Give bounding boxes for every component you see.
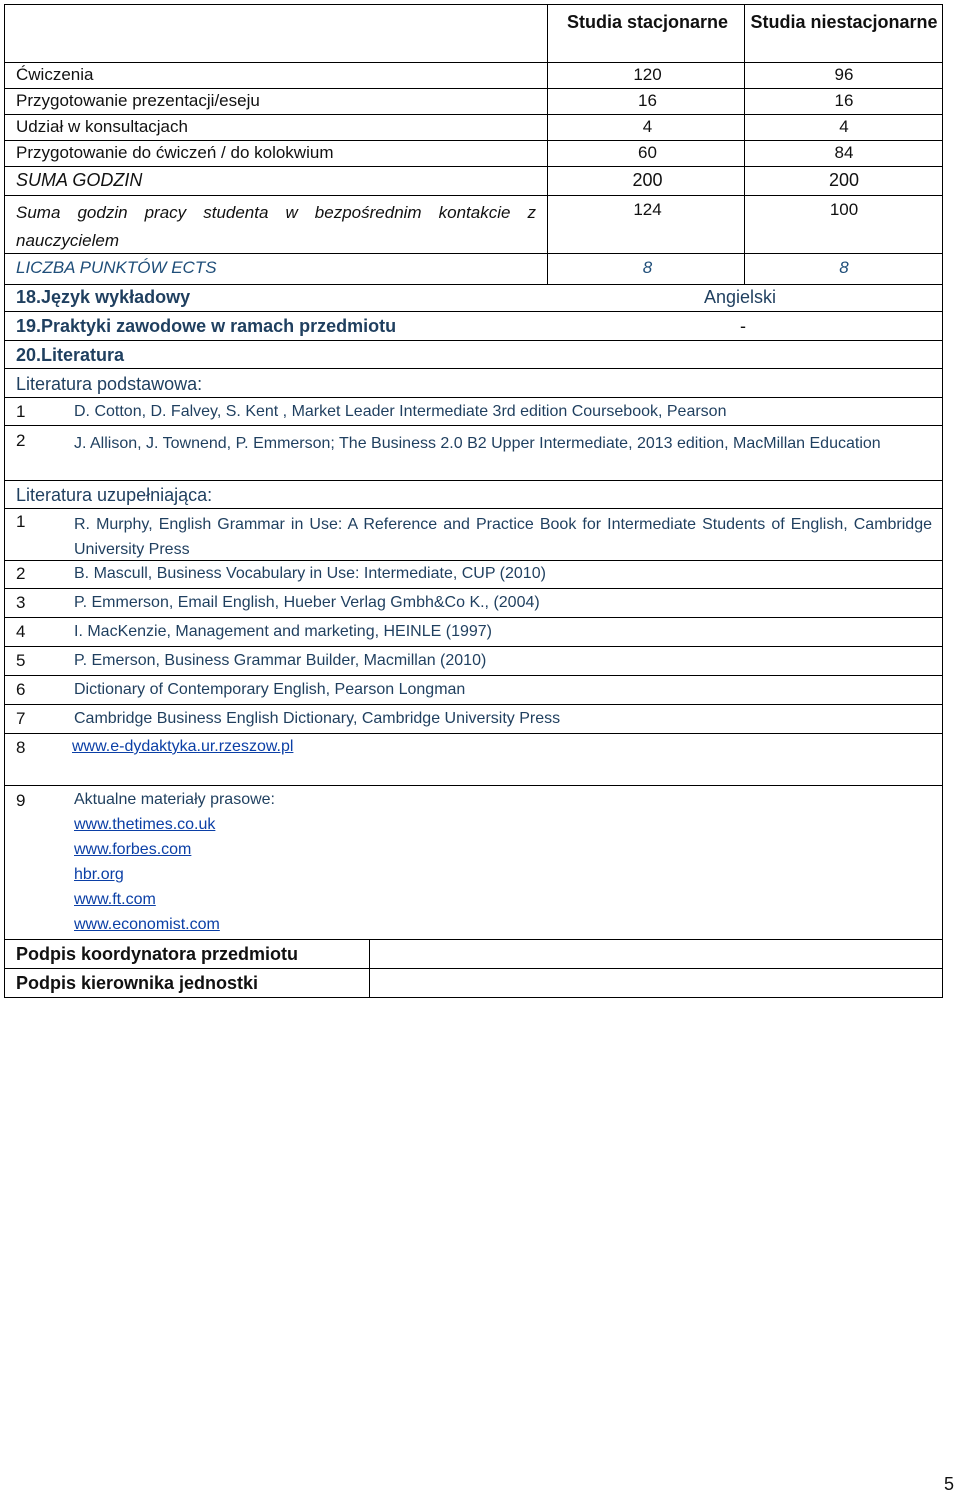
lit-item-number: 9 bbox=[16, 791, 26, 810]
col-header-niestacjonarne: Studia niestacjonarne bbox=[750, 12, 938, 32]
lit-item-text: J. Allison, J. Townend, P. Emmerson; The Business 2.0 B2 Upper Intermediate, 2013 edition, MacMillan Education bbox=[74, 435, 881, 452]
section-20-label: 20.Literatura bbox=[16, 345, 125, 365]
lit-item-number: 1 bbox=[16, 512, 26, 531]
link-hbr[interactable]: hbr.org bbox=[74, 866, 124, 883]
section-18-value: Angielski bbox=[704, 287, 777, 307]
lit-basic-heading: Literatura podstawowa: bbox=[16, 374, 203, 394]
row-value-s: 16 bbox=[638, 91, 657, 110]
col-header-stacjonarne: Studia stacjonarne bbox=[566, 12, 729, 32]
row-value-s: 124 bbox=[633, 200, 662, 219]
signature-head-label: Podpis kierownika jednostki bbox=[16, 973, 259, 993]
row-value-n: 100 bbox=[829, 200, 859, 219]
row-value-n: 4 bbox=[839, 117, 849, 136]
row-value-n: 84 bbox=[834, 143, 854, 162]
lit-item-number: 5 bbox=[16, 651, 26, 670]
link-forbes[interactable]: www.forbes.com bbox=[74, 841, 192, 858]
lit-item-text: D. Cotton, D. Falvey, S. Kent , Market Leader Intermediate 3rd edition Coursebook, Pearson bbox=[74, 403, 727, 420]
lit-item-text: I. MacKenzie, Management and marketing, HEINLE (1997) bbox=[74, 623, 492, 640]
row-value-n: 16 bbox=[834, 91, 854, 110]
page-number: 5 bbox=[944, 1474, 955, 1494]
row-label: Przygotowanie do ćwiczeń / do kolokwium bbox=[16, 143, 334, 162]
link-thetimes[interactable]: www.thetimes.co.uk bbox=[74, 816, 216, 833]
lit-extra-heading: Literatura uzupełniająca: bbox=[16, 485, 213, 505]
row-value-n: 8 bbox=[839, 258, 849, 277]
row-label-total: SUMA GODZIN bbox=[16, 170, 143, 190]
row-value-n: 96 bbox=[834, 65, 854, 84]
row-label: Przygotowanie prezentacji/eseju bbox=[16, 91, 260, 110]
lit-item-number: 7 bbox=[16, 709, 26, 728]
row-label: Ćwiczenia bbox=[16, 65, 94, 84]
section-18-label: 18.Język wykładowy bbox=[16, 287, 191, 307]
lit-item-text: P. Emmerson, Email English, Hueber Verlag Gmbh&Co K., (2004) bbox=[74, 594, 540, 611]
section-19-label: 19.Praktyki zawodowe w ramach przedmiotu bbox=[16, 316, 397, 336]
lit-item-text: P. Emerson, Business Grammar Builder, Macmillan (2010) bbox=[74, 652, 487, 669]
lit-item-number: 1 bbox=[16, 402, 26, 421]
signature-coordinator-label: Podpis koordynatora przedmiotu bbox=[16, 944, 299, 964]
row-value-s: 120 bbox=[633, 65, 662, 84]
section-19-value: - bbox=[740, 316, 746, 336]
lit-item-text: R. Murphy, English Grammar in Use: A Reference and Practice Book for Intermediate Students of English, Cambridge University Press bbox=[74, 516, 932, 558]
lit-item-number: 6 bbox=[16, 680, 26, 699]
row-value-s: 200 bbox=[632, 170, 663, 190]
row-label: Udział w konsultacjach bbox=[16, 117, 188, 136]
lit-item-text: B. Mascull, Business Vocabulary in Use: Intermediate, CUP (2010) bbox=[74, 565, 546, 582]
lit-item-number: 4 bbox=[16, 622, 26, 641]
lit-item-number: 8 bbox=[16, 738, 26, 757]
row-label-ects: LICZBA PUNKTÓW ECTS bbox=[16, 258, 217, 277]
lit-item-text: Cambridge Business English Dictionary, Cambridge University Press bbox=[74, 710, 561, 727]
lit-item-number: 2 bbox=[16, 431, 26, 450]
lit-item-number: 2 bbox=[16, 564, 26, 583]
row-label-contact: Suma godzin pracy studenta w bezpośrednim kontakcie z nauczycielem bbox=[16, 203, 536, 250]
row-value-n: 200 bbox=[828, 170, 860, 190]
link-e-dydaktyka[interactable]: www.e-dydaktyka.ur.rzeszow.pl bbox=[72, 738, 294, 755]
link-ft[interactable]: www.ft.com bbox=[74, 891, 156, 908]
lit-item-text: Dictionary of Contemporary English, Pearson Longman bbox=[74, 681, 466, 698]
lit-item-number: 3 bbox=[16, 593, 26, 612]
row-value-s: 8 bbox=[642, 258, 653, 277]
row-value-s: 60 bbox=[638, 143, 657, 162]
lit-item-text: Aktualne materiały prasowe: bbox=[74, 791, 275, 808]
link-economist[interactable]: www.economist.com bbox=[74, 916, 220, 933]
row-value-s: 4 bbox=[642, 117, 653, 136]
